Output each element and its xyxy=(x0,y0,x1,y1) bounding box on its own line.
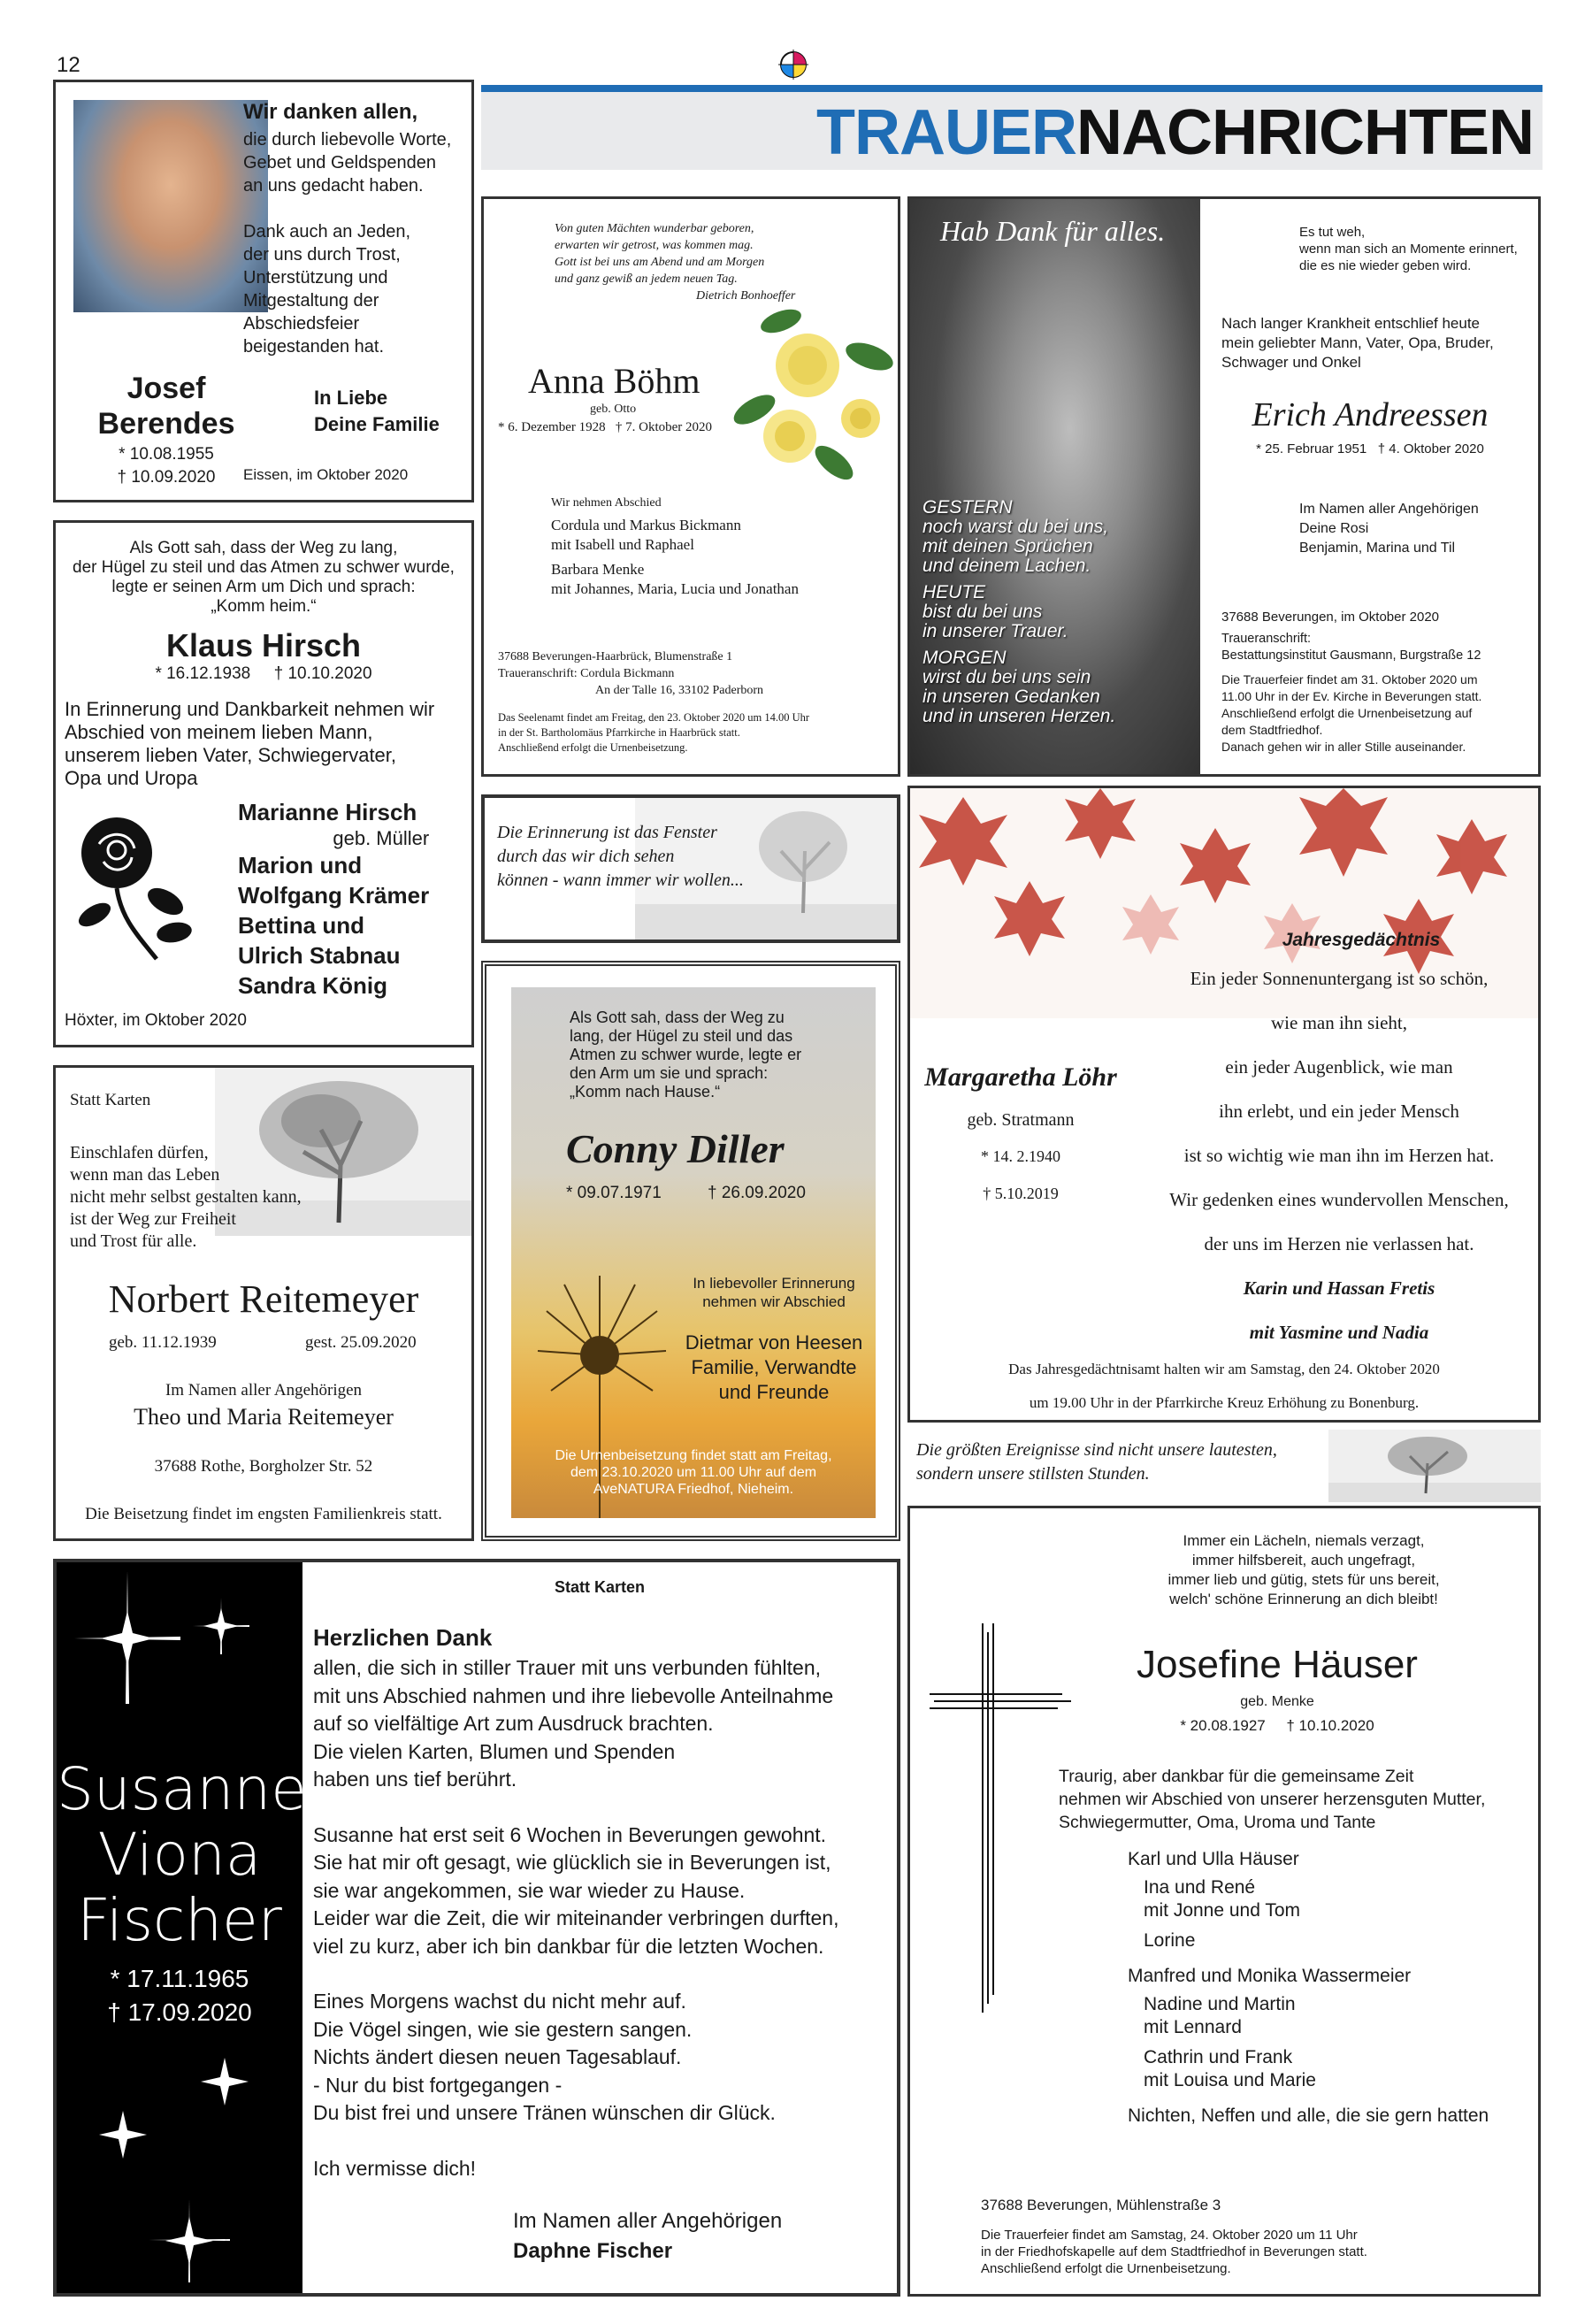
ad5-contact: Traueranschrift: Bestattungsinstitut Gausmann, Burgstraße 12 xyxy=(1221,632,1481,663)
registration-mark-icon xyxy=(778,50,808,80)
ad11-text: Traurig, aber dankbar für die gemeinsame Zeit nehmen wir Abschied von unserer herzensguten Mutter, Schwiegermutter, Oma, Uroma und Tante xyxy=(1059,1767,1486,1832)
ad9-verse: Die größten Ereignisse sind nicht unsere lautesten, sondern unsere stillsten Stunden. xyxy=(916,1440,1277,1484)
ad10-body: allen, die sich in stiller Trauer mit uns verbunden fühlten, mit uns Abschied nahmen und ihre liebevolle Anteilnahme auf so vielfältige Art zum Ausdruck brachten. Die vielen Karten, Blumen und Spenden haben uns tief berührt. Susanne hat erst seit 6 Wochen in Beverungen gewohnt. Sie hat mir oft gesagt, wie glücklich sie in Beverungen ist, sie war angekommen, sie war wieder zu Hause. Leider war die Zeit, die wir miteinander verbringen durften, viel zu kurz, aber ich bin dankbar für die letzten Wochen. Eines Morgens wachst du nicht mehr auf. Die Vögel singen, wie sie gestern sangen. Nichts ändert diesen neuen Tagesablauf. - Nur du bist fortgegangen - Du bist frei und unsere Tränen wünschen dir Glück. Ich vermisse dich! xyxy=(313,1656,839,2180)
life-dates: * 6. Dezember 1928 † 7. Oktober 2020 xyxy=(498,420,713,434)
ad7-note: Die Urnenbeisetzung findet statt am Freitag, dem 23.10.2020 um 11.00 Uhr auf dem AveNATURA Friedhof, Nieheim. xyxy=(555,1448,832,1497)
obituary-norbert-reitemeyer xyxy=(53,1065,474,1541)
obituary-josef-berendes xyxy=(53,80,474,502)
obituary-erich-andreessen xyxy=(907,196,1541,777)
deceased-name: Margaretha Löhr xyxy=(924,1062,1117,1092)
death-date: gest. 25.09.2020 xyxy=(305,1333,417,1352)
ad11-address: 37688 Beverungen, Mühlenstraße 3 xyxy=(981,2197,1221,2213)
ad10-thanks: Herzlichen Dank xyxy=(313,1624,493,1651)
ad8-note: Das Jahresgedächtnisamt halten wir am Samstag, den 24. Oktober 2020 um 19.00 Uhr in der Pfarrkirche Kreuz Erhöhung zu Bonenburg. xyxy=(1008,1361,1440,1411)
obituary-margaretha-loehr xyxy=(907,786,1541,1423)
death-date: † 5.10.2019 xyxy=(983,1185,1059,1202)
ad3-verse: Einschlafen dürfen, wenn man das Leben nicht mehr selbst gestalten kann, ist der Weg zur Freiheit und Trost für alle. xyxy=(70,1143,302,1251)
ad7-text1: In liebevoller Erinnerung nehmen wir Abschied xyxy=(693,1275,855,1310)
ad2-verse: Als Gott sah, dass der Weg zu lang, der Hügel zu steil und das Atmen zu schwer wurde, legte er seinen Arm um Dich und sprach: „Komm heim.“ xyxy=(73,539,455,616)
ad10-head: Statt Karten xyxy=(554,1578,645,1596)
death-date: † 26.09.2020 xyxy=(708,1184,806,1202)
life-dates: * 10.08.1955 † 10.09.2020 xyxy=(117,445,216,487)
deceased-name: Conny Diller xyxy=(566,1126,785,1171)
deceased-name: Erich Andreessen xyxy=(1252,396,1489,433)
ad4-farewell: Wir nehmen Abschied xyxy=(551,496,662,510)
ad8-signature: Karin und Hassan Fretis mit Yasmine und Nadia xyxy=(1243,1277,1435,1343)
page-title: TRAUERNACHRICHTEN xyxy=(816,97,1534,168)
ad7-verse: Als Gott sah, dass der Weg zu lang, der Hügel zu steil und das Atmen zu schwer wurde, legte er den Arm um sie und sprach: „Komm nach Hause.“ xyxy=(570,1009,802,1101)
deceased-name: Josefine Häuser xyxy=(1137,1643,1418,1686)
rose-icon xyxy=(68,804,201,963)
ad3-note: Die Beisetzung findet im engsten Familienkreis statt. xyxy=(85,1505,442,1523)
yellow-roses-image xyxy=(728,303,900,489)
ad8-head: Jahresgedächtnis xyxy=(1282,930,1441,950)
ad4-verse: Von guten Mächten wunderbar geboren, erwarten wir getrost, was kommen mag. Gott ist bei uns am Abend und am Morgen und ganz gewiß an jedem neuen Tag. xyxy=(555,222,765,286)
life-dates: * 17.11.1965 † 17.09.2020 xyxy=(107,1965,252,2026)
ad3-line1: Im Namen aller Angehörigen xyxy=(165,1381,363,1400)
page-number: 12 xyxy=(57,53,80,77)
deceased-name: Susanne Viona Fischer xyxy=(57,1755,307,1954)
ad11-verse: Immer ein Lächeln, niemals verzagt, immer hilfsbereit, auch ungefragt, immer lieb und gütig, stets für uns bereit, welch' schöne Erinnerung an dich bleibt! xyxy=(1167,1532,1440,1607)
deceased-name: Anna Böhm xyxy=(528,361,700,401)
ad11-family: Karl und Ulla Häuser Ina und René mit Jonne und Tom Lorine Manfred und Monika Wassermeier Nadine und Martin mit Lennard Cathrin und Frank mit Louisa und Marie Nichten, Neffen und alle, die sie gern hatten xyxy=(1128,1849,1489,2126)
birth-date: * 09.07.1971 xyxy=(566,1184,662,1202)
ad6-verse: Die Erinnerung ist das Fenster durch das wir dich sehen können - wann immer wir wollen... xyxy=(497,823,744,890)
ad4-address: 37688 Beverungen-Haarbrück, Blumenstraße 1 Traueranschrift: Cordula Bickmann An der Talle 16, 33102 Paderborn xyxy=(498,650,764,697)
ad3-address: 37688 Rothe, Borgholzer Str. 52 xyxy=(154,1457,373,1476)
ad2-place: Höxter, im Oktober 2020 xyxy=(65,1011,247,1030)
obituary-susanne-fischer xyxy=(53,1559,900,2297)
ad7-text2: Dietmar von Heesen Familie, Verwandte und Freunde xyxy=(685,1331,863,1403)
birth-date: * 14. 2.1940 xyxy=(981,1147,1060,1165)
obituary-klaus-hirsch xyxy=(53,520,474,1047)
ad5-intro: Nach langer Krankheit entschlief heute mein geliebter Mann, Vater, Opa, Bruder, Schwager und Onkel xyxy=(1221,315,1494,371)
ad3-head: Statt Karten xyxy=(70,1091,151,1109)
ad4-names: Cordula und Markus Bickmann mit Isabell und Raphael Barbara Menke mit Johannes, Maria, Lucia und Jonathan xyxy=(551,517,799,597)
life-dates: * 25. Februar 1951 † 4. Oktober 2020 xyxy=(1256,441,1484,456)
maiden-name: geb. Stratmann xyxy=(967,1110,1075,1130)
ad4-note: Das Seelenamt findet am Freitag, den 23. Oktober 2020 um 14.00 Uhr in der St. Bartholomäus Pfarrkirche in Haarbrück statt. Anschließend erfolgt die Urnenbeisetzung. xyxy=(498,711,810,754)
verse-strip-ereignisse xyxy=(907,1430,1541,1502)
ad4-author: Dietrich Bonhoeffer xyxy=(696,289,796,303)
ad5-verse: Es tut weh, wenn man sich an Momente erinnert, die es nie wieder geben wird. xyxy=(1299,225,1518,273)
ad5-signature: Im Namen aller Angehörigen Deine Rosi Benjamin, Marina und Til xyxy=(1299,502,1479,556)
ad2-text: In Erinnerung und Dankbarkeit nehmen wir Abschied von meinem lieben Mann, unserem lieben Vater, Schwiegervater, Opa und Uropa xyxy=(65,698,435,789)
deceased-name: Josef Berendes xyxy=(97,372,235,441)
life-dates: * 16.12.1938 † 10.10.2020 xyxy=(155,664,372,683)
deceased-name: Norbert Reitemeyer xyxy=(108,1277,419,1321)
birth-date: geb. 11.12.1939 xyxy=(109,1333,217,1352)
ad1-signature: In Liebe Deine Familie xyxy=(314,387,440,435)
photo-overlay-text: GESTERN noch warst du bei uns, mit deinen Sprüchen und deinem Lachen. HEUTE bist du bei uns in unserer Trauer. MORGEN wirst du bei uns sein in unseren Gedanken und in unseren Herzen. xyxy=(922,497,1116,726)
ad2-family: Marianne Hirsch geb. Müller Marion und Wolfgang Krämer Bettina und Ulrich Stabnau Sandra König xyxy=(238,799,430,999)
ad11-note: Die Trauerfeier findet am Samstag, 24. Oktober 2020 um 11 Uhr in der Friedhofskapelle auf dem Stadtfriedhof in Beverungen statt. Anschließend erfolgt die Urnenbeisetzung. xyxy=(981,2228,1367,2276)
obituary-anna-boehm xyxy=(481,196,900,777)
ad1-heading: Wir danken allen, xyxy=(243,100,418,124)
obituary-josefine-haeuser xyxy=(907,1506,1541,2297)
ad1-place: Eissen, im Oktober 2020 xyxy=(243,466,409,483)
ad10-signature: Im Namen aller Angehörigen Daphne Fischer xyxy=(513,2209,783,2263)
maiden-name: geb. Menke xyxy=(1240,1694,1314,1709)
header-rule xyxy=(481,85,1543,92)
portrait-photo xyxy=(73,100,268,312)
ad5-note: Die Trauerfeier findet am 31. Oktober 2020 um 11.00 Uhr in der Ev. Kirche in Beverungen statt. Anschließend erfolgt die Urnenbeisetzung auf dem Stadtfriedhof. Danach gehen wir in aller Stille auseinander. xyxy=(1221,672,1482,754)
deceased-name: Klaus Hirsch xyxy=(165,627,362,663)
ad1-text: die durch liebevolle Worte, Gebet und Geldspenden an uns gedacht haben. Dank auch an Jeden, der uns durch Trost, Unterstützung und Mitgestaltung der Abschiedsfeier beigestanden hat. xyxy=(243,130,452,357)
ad8-poem: Ein jeder Sonnenuntergang ist so schön, wie man ihn sieht, ein jeder Augenblick, wie man ihn erlebt, und ein jeder Mensch ist so wichtig wie man ihn im Herzen hat. Wir gedenken eines wundervollen Menschen, der uns im Herzen nie verlassen hat. xyxy=(1169,968,1509,1254)
ad3-line2: Theo und Maria Reitemeyer xyxy=(134,1404,394,1430)
tree-image xyxy=(1328,1430,1541,1502)
verse-card-erinnerung xyxy=(481,794,900,943)
obituary-conny-diller xyxy=(481,961,900,1541)
ad5-place: 37688 Beverungen, im Oktober 2020 xyxy=(1221,610,1439,625)
photo-caption: Hab Dank für alles. xyxy=(940,215,1166,247)
life-dates: * 20.08.1927 † 10.10.2020 xyxy=(1180,1717,1374,1734)
maiden-name: geb. Otto xyxy=(590,403,637,416)
